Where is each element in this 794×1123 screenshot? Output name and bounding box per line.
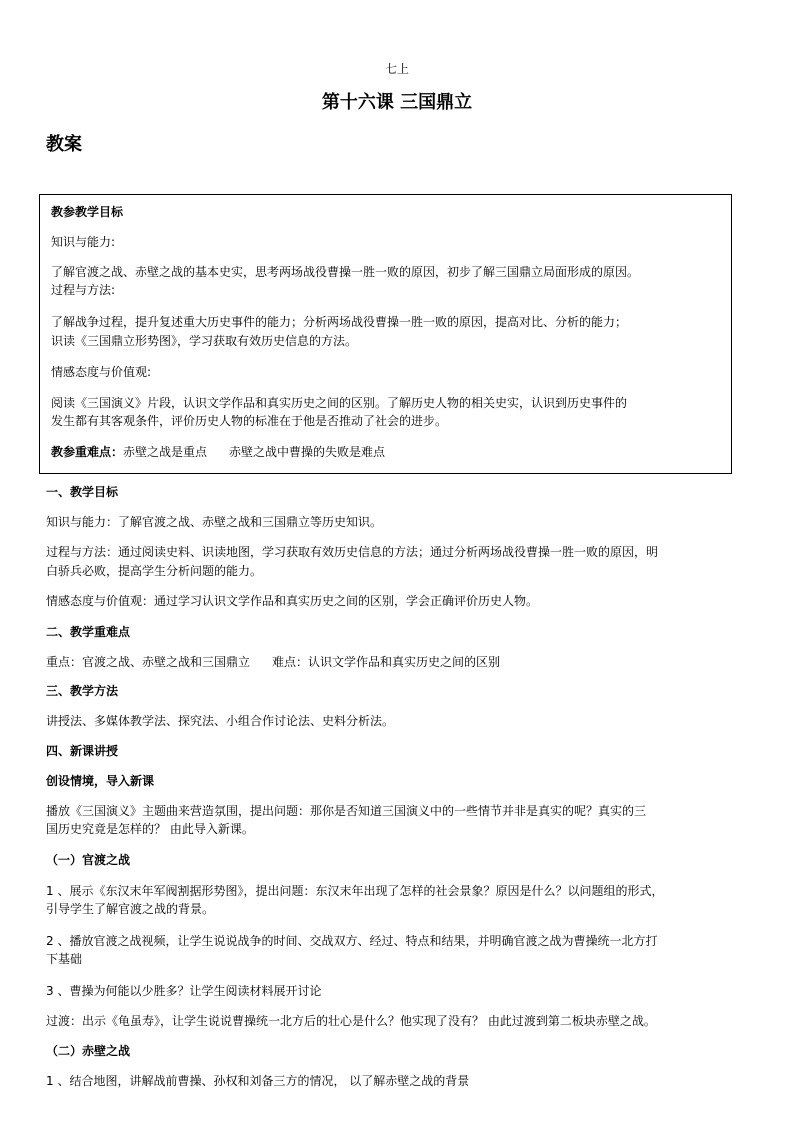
transition-text: 过渡：出示《龟虽寿》，让学生说说曹操统一北方后的壮心是什么？他实现了没有？ 由此过渡到第二板块赤壁之战。 <box>46 1014 656 1028</box>
intro-heading: 创设情境，导入新课 <box>46 774 155 788</box>
intro-text-line2: 国历史究竟是怎样的？ 由此导入新课。 <box>46 822 254 836</box>
document-type-heading: 教案 <box>46 134 82 155</box>
part-2-heading: （二）赤壁之战 <box>46 1044 131 1058</box>
emotion-value-text-line2: 发生都有其客观条件，评价历史人物的标准在于他是否推动了社会的进步。 <box>51 414 448 428</box>
s3-methods-text: 讲授法、多媒体教学法、探究法、小组合作讨论法、史料分析法。 <box>46 714 395 728</box>
s1-process-text-line2: 白骄兵必败，提高学生分析问题的能力。 <box>46 564 263 578</box>
objectives-box-heading: 教参教学目标 <box>51 205 124 219</box>
s1-process-text-line1: 过程与方法：通过阅读史料、识读地图，学习获取有效历史信息的方法；通过分析两场战役曹操一胜一败的原因，明 <box>46 545 659 559</box>
p1-item2-line1: 2 、播放官渡之战视频，让学生说说战争的时间、交战双方、经过、特点和结果，并明确官渡之战为曹操统一北方打 <box>46 934 658 948</box>
s2-points <box>46 653 500 672</box>
difficult-point-text: 赤壁之战中曹操的失败是难点 <box>229 445 386 459</box>
part-1-heading: （一）官渡之战 <box>46 853 131 867</box>
p1-item2-line2: 下基础 <box>46 952 83 966</box>
p2-item1: 1 、结合地图，讲解战前曹操、孙权和刘备三方的情况， 以了解赤壁之战的背景 <box>46 1074 470 1088</box>
grade-label: 七上 <box>384 62 409 76</box>
section-1-heading: 一、教学目标 <box>46 485 119 499</box>
p1-item3: 3 、曹操为何能以少胜多？让学生阅读材料展开讨论 <box>46 984 322 998</box>
s1-knowledge-text: 知识与能力：了解官渡之战、赤壁之战和三国鼎立等历史知识。 <box>46 515 383 529</box>
key-difficult-label: 教参重难点： <box>51 445 124 459</box>
knowledge-ability-text: 了解官渡之战、赤壁之战的基本史实，思考两场战役曹操一胜一败的原因，初步了解三国鼎立局面形成的原因。 <box>51 265 640 279</box>
teaching-objectives-box <box>39 194 732 474</box>
key-point-text: 赤壁之战是重点 <box>123 445 208 459</box>
section-3-heading: 三、教学方法 <box>46 684 119 698</box>
emotion-value-text-line1: 阅读《三国演义》片段，认识文学作品和真实历史之间的区别。了解历史人物的相关史实，认识到历史事件的 <box>51 396 628 410</box>
process-method-text-line2: 识读《三国鼎立形势图》，学习获取有效历史信息的方法。 <box>51 334 358 348</box>
s1-emotion-text: 情感态度与价值观：通过学习认识文学作品和真实历史之间的区别，学会正确评价历史人物。 <box>46 594 539 608</box>
knowledge-ability-label: 知识与能力: <box>51 235 116 249</box>
section-2-heading: 二、教学重难点 <box>46 625 131 639</box>
p1-item1-line1: 1 、展示《东汉末年军阀割据形势图》，提出问题：东汉末年出现了怎样的社会景象？原因是什么？以问题组的形式， <box>46 884 664 898</box>
process-method-text-line1: 了解战争过程，提升复述重大历史事件的能力；分析两场战役曹操一胜一败的原因，提高对比、分析的能力； <box>51 315 628 329</box>
section-4-heading: 四、新课讲授 <box>46 744 119 758</box>
emotion-value-label: 情感态度与价值观: <box>51 365 152 379</box>
s2-difficult-text: 难点：认识文学作品和真实历史之间的区别 <box>272 655 501 669</box>
process-method-label: 过程与方法: <box>51 283 116 297</box>
intro-text-line1: 播放《三国演义》主题曲来营造氛围，提出问题：那你是否知道三国演义中的一些情节并非是真实的呢？真实的三 <box>46 804 647 818</box>
p1-item1-line2: 引导学生了解官渡之战的背景。 <box>46 902 215 916</box>
s2-key-text: 重点：官渡之战、赤壁之战和三国鼎立 <box>46 655 251 669</box>
lesson-title: 第十六课 三国鼎立 <box>321 92 473 113</box>
key-difficult-points <box>51 443 385 462</box>
